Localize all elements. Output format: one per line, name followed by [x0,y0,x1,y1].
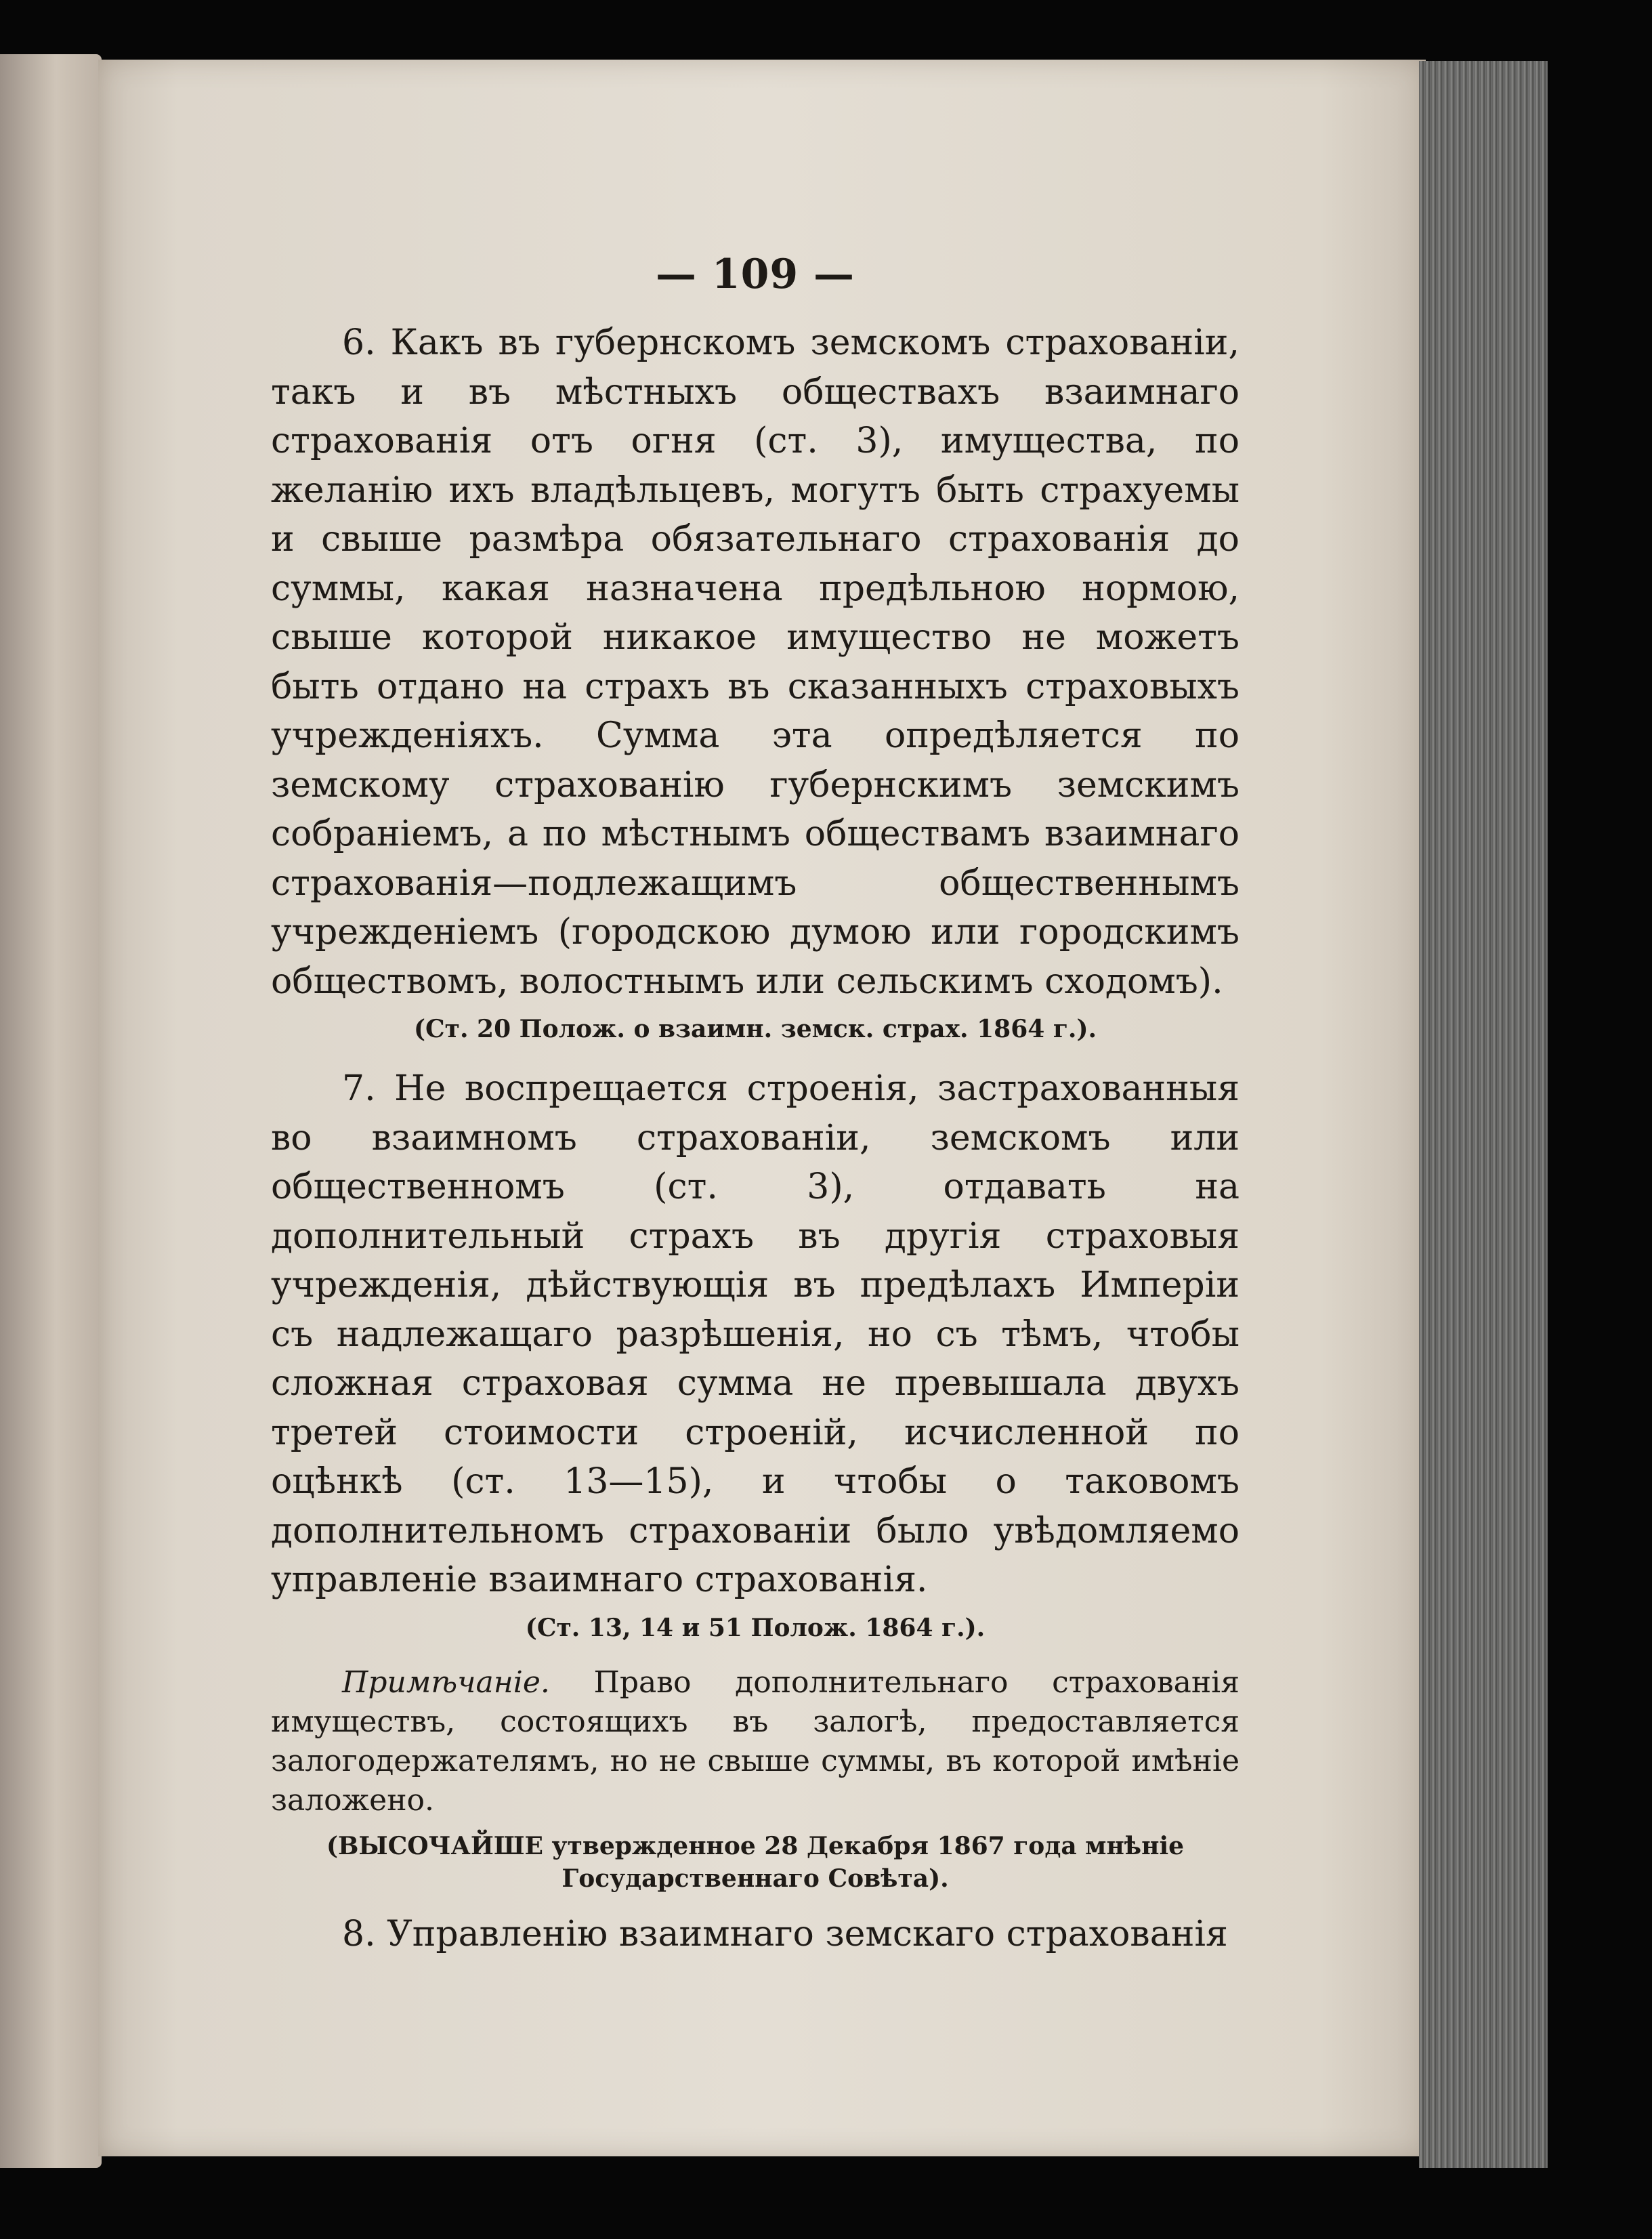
paragraph-8-start: 8. Управленію взаимнаго земскаго страхованія [342,1913,1228,1954]
page-stack-edge [1419,61,1548,2168]
note [271,1663,1240,1820]
page-text [271,251,1240,1959]
note-text: Право дополнительнаго страхованія имуществъ, состоящихъ въ залогѣ, предоставляется залогодержателямъ, но не свыше суммы, въ которой имѣніе заложено. [271,1665,1240,1818]
paragraph-6: 6. Какъ въ губернскомъ земскомъ страхованіи, такъ и въ мѣстныхъ обществахъ взаимнаго страхованія отъ огня (ст. 3), имущества, по желанію ихъ владѣльцевъ, могутъ быть страхуемы и свыше размѣра обязательнаго страхованія до суммы, какая назначена предѣльною нормою, свыше которой никакое имущество не можетъ быть отдано на страхъ въ сказанныхъ страховыхъ учрежденіяхъ. Сумма эта опредѣляется по земскому страхованію губернскимъ земскимъ собраніемъ, а по мѣстнымъ обществамъ взаимнаго страхованія—подлежащимъ общественнымъ учрежденіемъ (городскою думою или городскимъ обществомъ, волостнымъ или сельскимъ сходомъ). [271,322,1240,1002]
note-citation: (ВЫСОЧАЙШЕ утвержденное 28 Декабря 1867 года мнѣніе Государственнаго Совѣта). [326,1831,1185,1893]
citation-7: (Ст. 13, 14 и 51 Полож. 1864 г.). [525,1613,986,1642]
page-number: — 109 — [655,251,855,298]
citation-6: (Ст. 20 Полож. о взаимн. земск. страх. 1864 г.). [413,1015,1097,1043]
left-page-edge [0,54,102,2168]
paragraph-7: 7. Не воспрещается строенія, застрахованныя во взаимномъ страхованіи, земскомъ или общественномъ (ст. 3), отдавать на дополнительный страхъ въ другія страховыя учрежденія, дѣйствующія въ предѣлахъ Имперіи съ надлежащаго разрѣшенія, но съ тѣмъ, чтобы сложная страховая сумма не превышала двухъ третей стоимости строеній, исчисленной по оцѣнкѣ (ст. 13—15), и чтобы о таковомъ дополнительномъ страхованіи было увѣдомляемо управленіе взаимнаго страхованія. [271,1068,1240,1600]
note-label: Примѣчаніе. [342,1665,550,1700]
